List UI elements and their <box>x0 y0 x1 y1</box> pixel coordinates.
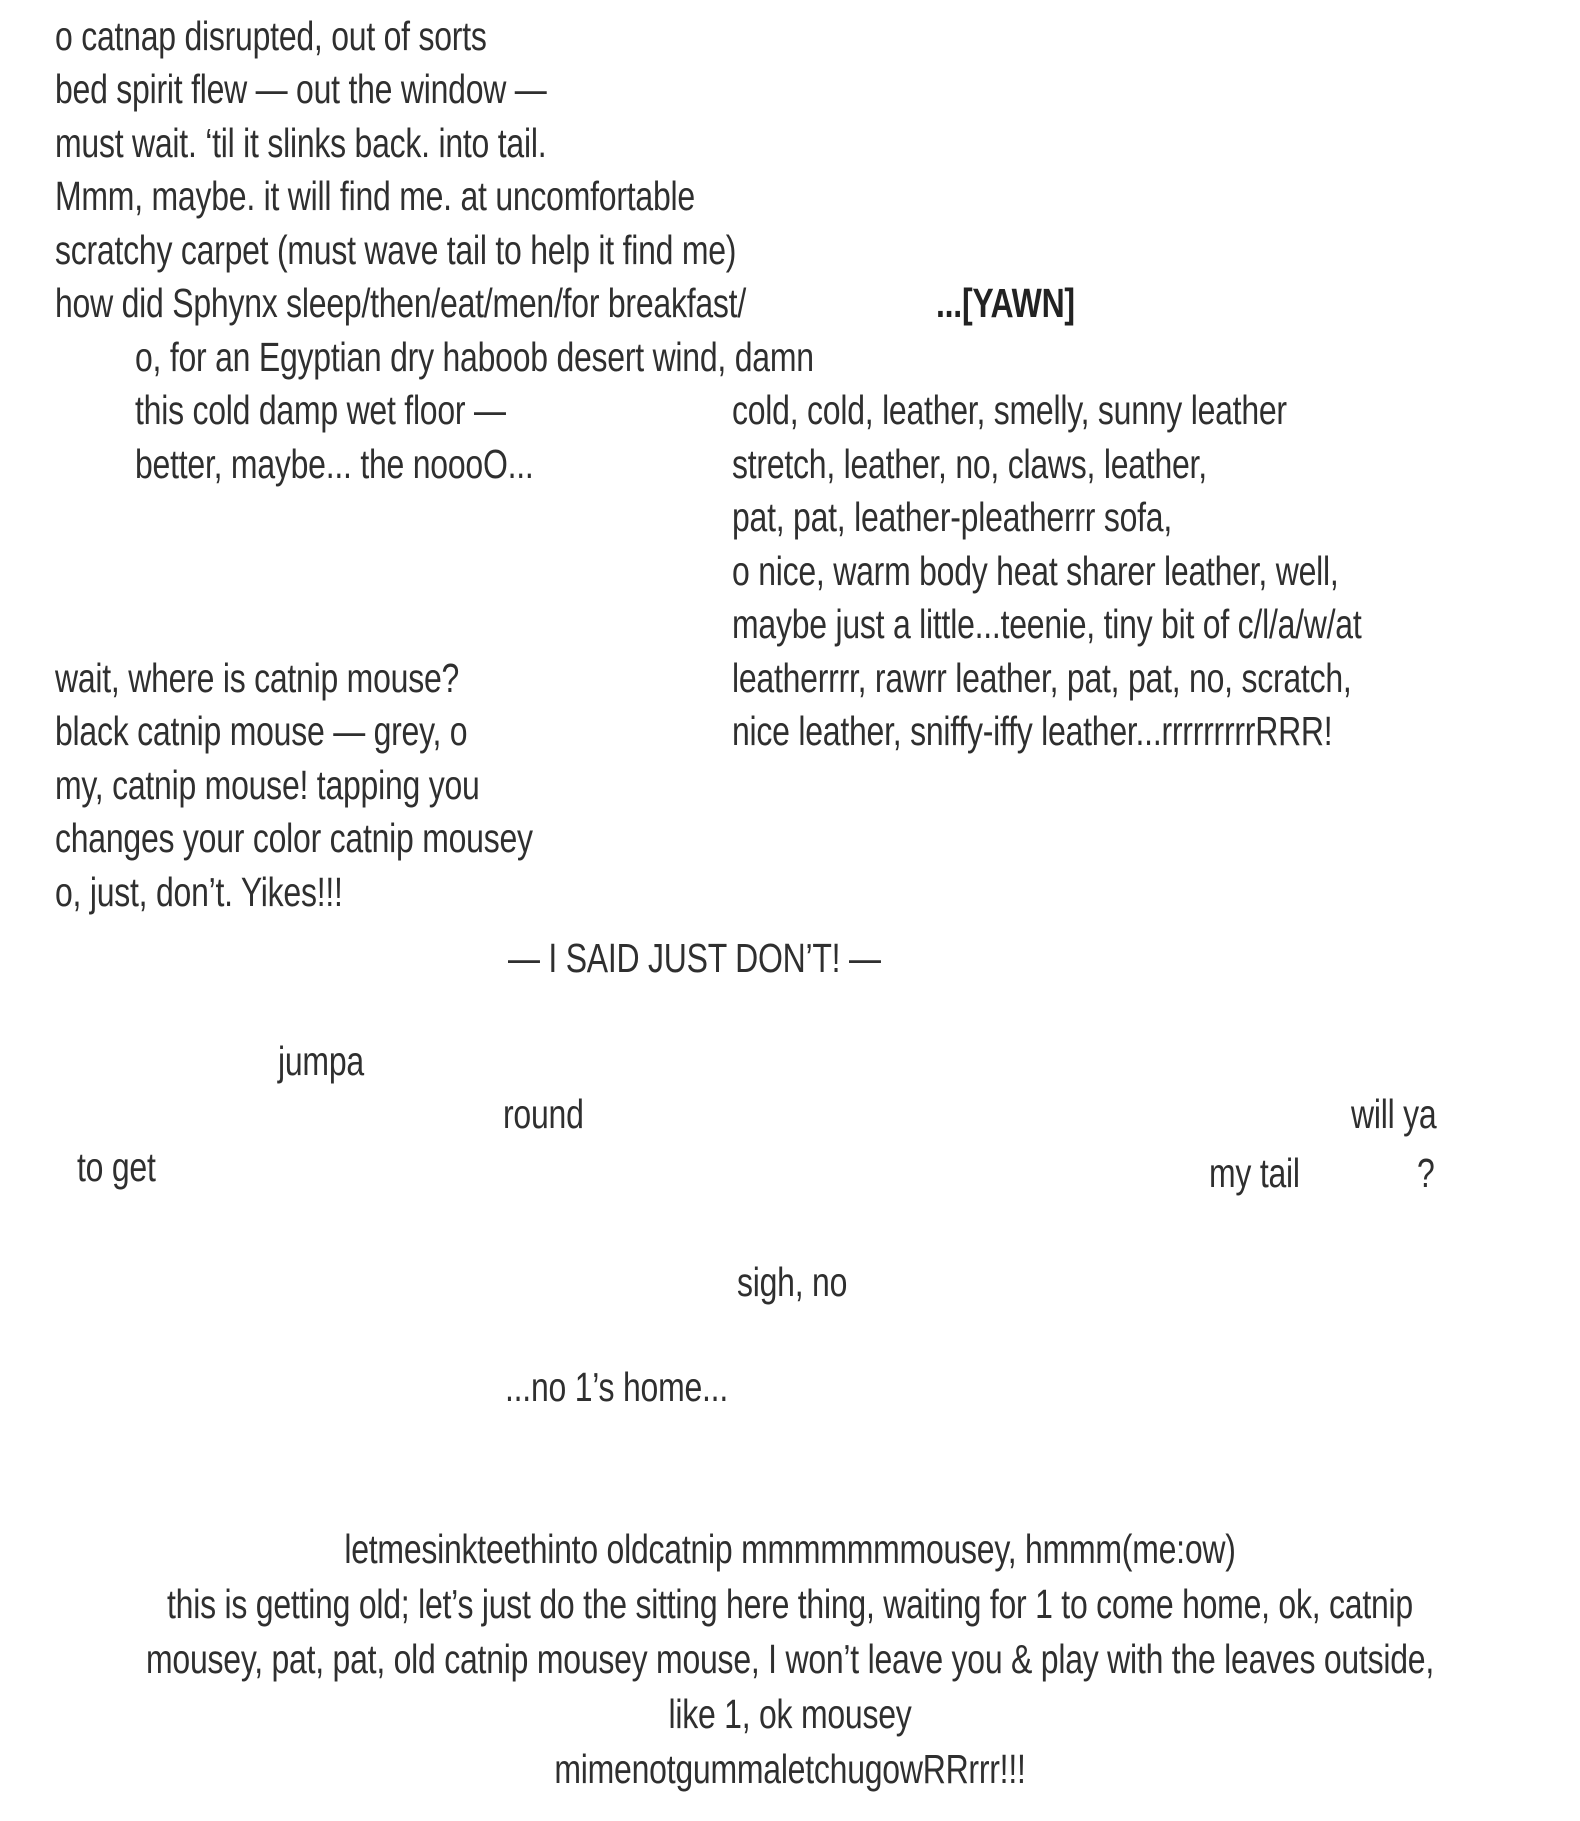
poem-word-will-ya: will ya <box>1351 1091 1437 1137</box>
poem-word-my-tail: my tail <box>1209 1150 1300 1196</box>
poem-line-mimenot: mimenotgummaletchugowRRrrr!!! <box>554 1746 1026 1792</box>
poem-word-to-get: to get <box>77 1144 156 1190</box>
poem-line-maybe-little: maybe just a little...teenie, tiny bit of c/l/a/w/at <box>732 601 1362 647</box>
poem-line-cold-leather: cold, cold, leather, smelly, sunny leather <box>732 387 1287 433</box>
poem-line-letmesink: letmesinkteethinto oldcatnip mmmmmmmousey, hmmm(me:ow) <box>344 1526 1236 1572</box>
poem-line-mousey-pat: mousey, pat, pat, old catnip mousey mouse, I won’t leave you & play with the leaves outside, <box>146 1636 1434 1682</box>
poem-line-like-1: like 1, ok mousey <box>668 1691 912 1737</box>
poem-line-sigh-no: sigh, no <box>737 1259 848 1305</box>
poem-line-scratchy: scratchy carpet (must wave tail to help it find me) <box>55 227 737 273</box>
poem-word-question: ? <box>1417 1150 1435 1196</box>
poem-line-bed-spirit: bed spirit flew — out the window — <box>55 66 547 112</box>
poem-line-must-wait: must wait. ‘til it slinks back. into tail. <box>55 120 547 166</box>
poem-line-wait-where: wait, where is catnip mouse? <box>55 655 460 701</box>
poem-line-egyptian: o, for an Egyptian dry haboob desert wind, damn <box>135 334 814 380</box>
poem-line-leatherrrr: leatherrrr, rawrr leather, pat, pat, no, scratch, <box>732 655 1352 701</box>
poem-line-just-dont: o, just, don’t. Yikes!!! <box>55 869 343 915</box>
poem-line-better-maybe: better, maybe... the noooO... <box>135 441 534 487</box>
poem-line-cold-floor: this cold damp wet floor — <box>135 387 506 433</box>
poem-line-my-mouse: my, catnip mouse! tapping you <box>55 762 480 808</box>
poem-line-mmm-maybe: Mmm, maybe. it will find me. at uncomfortable <box>55 173 695 219</box>
poem-line-changes-color: changes your color catnip mousey <box>55 815 533 861</box>
poem-line-stretch-leather: stretch, leather, no, claws, leather, <box>732 441 1207 487</box>
poem-line-black-mouse: black catnip mouse — grey, o <box>55 708 468 754</box>
poem-line-warm-body: o nice, warm body heat sharer leather, well, <box>732 548 1339 594</box>
yawn-exclamation: ...[YAWN] <box>936 280 1075 326</box>
poem-word-round: round <box>503 1091 584 1137</box>
poem-line-catnap: o catnap disrupted, out of sorts <box>55 13 487 59</box>
poem-line-getting-old: this is getting old; let’s just do the sitting here thing, waiting for 1 to come home, ok, catnip <box>167 1581 1413 1627</box>
poem-word-jumpa: jumpa <box>278 1038 364 1084</box>
poem-line-no-ones-home: ...no 1’s home... <box>505 1364 728 1410</box>
poem-line-nice-leather: nice leather, sniffy-iffy leather...rrrrrrrrrRRR! <box>732 708 1333 754</box>
poem-line-pat-sofa: pat, pat, leather-pleatherrr sofa, <box>732 494 1173 540</box>
poem-line-sphynx: how did Sphynx sleep/then/eat/men/for breakfast/ <box>55 280 746 326</box>
poem-line-i-said: — I SAID JUST DON’T! — <box>508 935 881 981</box>
